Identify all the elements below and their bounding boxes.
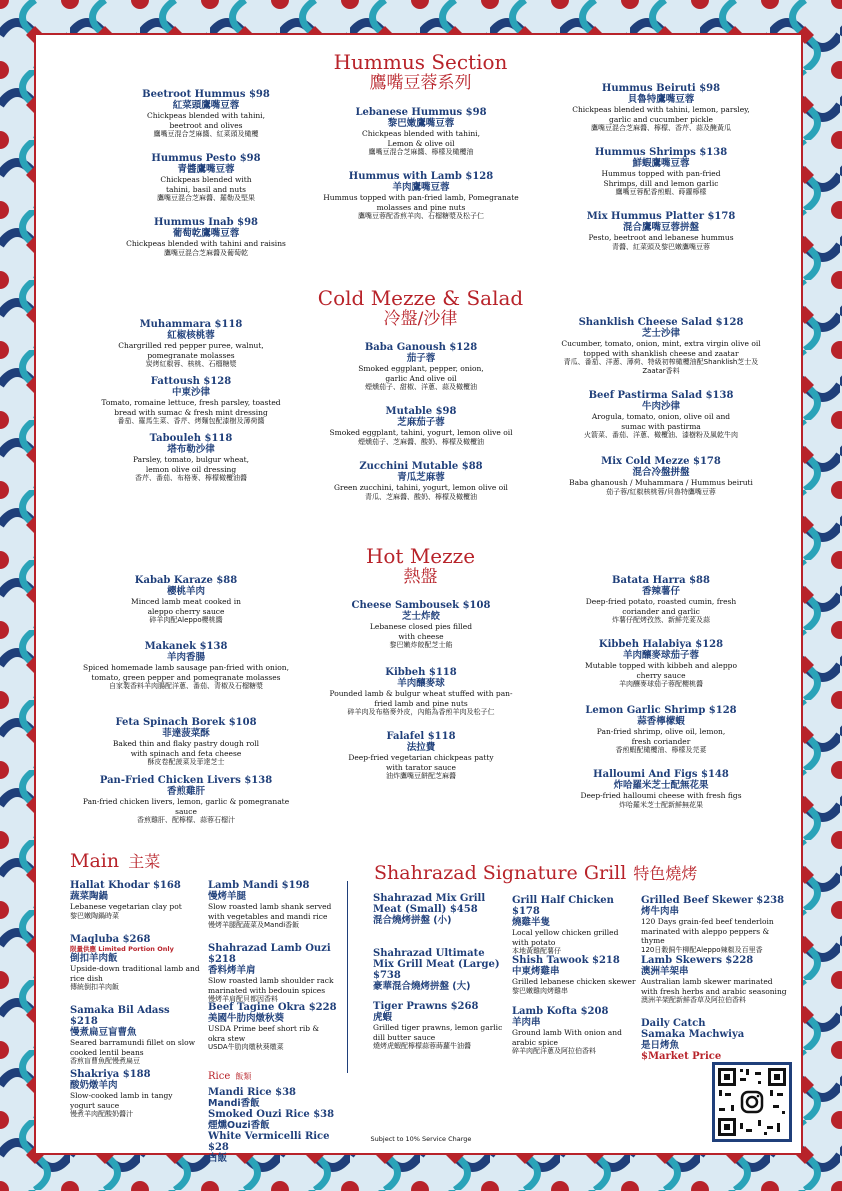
item-price: $Market Price <box>641 1051 722 1062</box>
item-cn: 貝魯特鷹嘴豆蓉 <box>627 94 695 105</box>
item-name: Hummus with Lamb $128 <box>348 171 494 182</box>
item-desc: Smoked eggplant, pepper, onion, garlic And olive oil <box>358 364 484 383</box>
item-desc: Local yellow chicken grilled with potato <box>512 928 619 947</box>
item-name: Zucchini Mutable $88 <box>359 461 483 472</box>
menu-item <box>373 948 503 992</box>
item-cn: 煙燻Ouzi香飯 <box>208 1120 270 1131</box>
item-desc: Chickpeas blended with tahini, basil and nuts <box>160 175 252 194</box>
menu-item <box>561 769 761 810</box>
item-desc-cn: 羊肉釀麥球茄子蓉配櫻桃醬 <box>619 680 703 688</box>
item-desc-cn: 炸薯仔配烤孜然、新鮮芫荽及蒜 <box>612 616 710 624</box>
rice-title: Rice <box>208 1071 231 1082</box>
menu-item <box>566 147 756 197</box>
item-desc-cn: 火箭菜、番茄、洋蔥、橄欖油、漆樹粉及風乾牛肉 <box>584 431 738 439</box>
item-desc-cn: 香煎蝦配橄欖油、檸檬及芫荽 <box>615 746 707 754</box>
item-desc-cn: 碎羊肉及布格麥外皮，內餡為香煎羊肉及松子仁 <box>347 708 495 716</box>
item-cn: 櫻桃羊肉 <box>166 586 205 597</box>
menu-panel <box>34 33 803 1164</box>
item-desc-cn: 黎巴嫩雞肉烤雞串 <box>512 986 568 995</box>
item-cn: 芝士沙律 <box>641 328 680 339</box>
item-desc: Smoked eggplant, tahini, yogurt, lemon olive oil <box>329 428 513 437</box>
grill-header <box>374 861 697 884</box>
item-desc-cn: 黎巴嫩陶鍋時菜 <box>70 911 119 920</box>
menu-item <box>326 107 516 157</box>
item-desc: Pounded lamb & bulgur wheat stuffed with pan-fried lamb and pine nuts <box>329 689 513 708</box>
item-desc-cn: 煙燻茄子、甜椒、洋蔥、蒜及橄欖油 <box>365 383 477 391</box>
menu-item <box>571 575 751 625</box>
item-desc-cn: 煙燻茄子、芝麻醬、酸奶、檸檬及橄欖油 <box>358 437 484 446</box>
item-desc: Seared barramundi fillet on slow cooked lentil beans <box>70 1038 196 1057</box>
item-name: Falafel $118 <box>386 731 456 742</box>
item-desc-cn: 碎羊肉配洋蔥及阿拉伯香料 <box>512 1047 596 1055</box>
item-name: Beef Tagine Okra $228 <box>208 1002 337 1013</box>
item-desc: Mutable topped with kibbeh and aleppo cherry sauce <box>585 661 737 680</box>
item-cn: 黎巴嫩鷹嘴豆蓉 <box>387 118 455 129</box>
item-name: Cheese Sambousek $108 <box>351 600 491 611</box>
item-cn: 葡萄乾鷹嘴豆蓉 <box>172 228 240 239</box>
item-cn: 白飯 <box>208 1153 228 1164</box>
item-desc-cn: 鷹嘴豆混合芝麻醬、紅菜頭及橄欖 <box>153 130 259 138</box>
item-desc: Green zucchini, tahini, yogurt, lemon olive oil <box>334 483 508 492</box>
item-cn: 香辣薯仔 <box>641 586 680 597</box>
item-desc-cn: 碎羊肉配Aleppo櫻桃醬 <box>149 616 223 624</box>
item-desc: Tomato, romaine lettuce, fresh parsley, toasted bread with sumac & fresh mint dressing <box>101 398 281 417</box>
item-desc-cn: 香芹、番茄、布格麥、檸檬橄欖油醬 <box>135 474 247 482</box>
item-cn: 蔬菜陶鍋 <box>70 891 109 902</box>
item-cn: 澳洲羊架串 <box>641 966 689 977</box>
item-cn: 茄子蓉 <box>406 353 436 364</box>
item-desc: Slow roasted lamb shank served with vegetables and mandi rice <box>208 902 332 921</box>
item-name: Feta Spinach Borek $108 <box>115 717 257 728</box>
item-desc-cn: 茄子蓉/紅椒核桃蓉/貝魯特鷹嘴豆蓉 <box>606 487 716 496</box>
item-name: Grill Half Chicken $178 <box>512 895 614 917</box>
item-desc-cn: 鷹嘴豆混合芝麻醬、檸檬及橄欖油 <box>368 148 474 156</box>
item-cn: 香料烤羊肩 <box>208 965 256 976</box>
item-ltd: 限量供應 Limited Portion Only <box>70 945 174 953</box>
item-cn: 烤牛肉串 <box>641 906 680 917</box>
item-desc-cn: 酥皮卷配菠菜及菲達芝士 <box>147 758 225 766</box>
item-name: Halloumi And Figs $148 <box>593 769 729 780</box>
menu-item <box>96 433 286 483</box>
item-desc-cn: 香煎雞肝、配檸檬、蒜蓉石榴汁 <box>137 816 235 824</box>
menu-item <box>106 153 306 203</box>
item-desc: Grilled lebanese chicken skewer <box>512 977 636 986</box>
item-cn: 牛肉沙律 <box>641 401 680 412</box>
item-desc-cn: 炸哈羅米芝士配新鮮無花果 <box>619 800 703 809</box>
item-desc: Deep-fried vegetarian chickpeas patty with tarator sauce <box>348 753 494 772</box>
item-name: Baba Ganoush $128 <box>364 342 478 353</box>
item-desc: Ground lamb With onion and arabic spice <box>512 1028 622 1047</box>
item-desc: Arogula, tomato, onion, olive oil and sumac with pastirma <box>591 412 731 431</box>
column-divider <box>347 881 348 1073</box>
hummus-title-cn: 鷹嘴豆蓉系列 <box>369 73 472 93</box>
menu-item <box>566 83 756 133</box>
item-desc: Minced lamb meat cooked in aleppo cherry sauce <box>131 597 241 616</box>
item-cn: 紅椒核桃蓉 <box>167 330 215 341</box>
item-name: Kabab Karaze $88 <box>134 575 238 586</box>
menu-item <box>566 211 756 252</box>
item-name: Hummus Shrimps $138 <box>594 147 728 158</box>
item-name: Lamb Kofta $208 <box>512 1006 609 1017</box>
menu-item <box>561 456 761 497</box>
item-cn: 鮮蝦鷹嘴豆蓉 <box>632 158 690 169</box>
menu-item <box>512 1006 637 1056</box>
item-desc-cn: 青瓜、芝麻醬、酸奶、檸檬及橄欖油 <box>365 492 477 501</box>
item-desc-cn: 鷹嘴豆蓉配香煎羊肉、石榴糖漿及松子仁 <box>358 212 484 220</box>
item-cn: 法拉費 <box>406 742 436 753</box>
menu-item <box>311 461 531 502</box>
item-cn: 炸哈羅米芝士配無花果 <box>613 780 709 791</box>
menu-item <box>571 639 751 689</box>
item-cn: 羊肉串 <box>512 1017 541 1028</box>
item-name: White Vermicelli Rice $28 <box>208 1131 330 1153</box>
item-name: Hallat Khodar $168 <box>70 880 181 891</box>
item-name: Shakriya $188 <box>70 1069 151 1080</box>
main-header <box>70 849 160 872</box>
menu-item <box>76 775 296 825</box>
menu-item <box>641 955 791 1005</box>
item-cn: 菲達菠菜酥 <box>162 728 210 739</box>
item-desc-cn: 青醬、紅菜頭及黎巴嫩鷹嘴豆蓉 <box>612 242 710 251</box>
menu-item <box>106 89 306 139</box>
item-name: Shanklish Cheese Salad $128 <box>578 317 744 328</box>
menu-item <box>76 641 296 691</box>
item-cn: 香煎雞肝 <box>166 786 205 797</box>
item-name: Lemon Garlic Shrimp $128 <box>585 705 737 716</box>
menu-item <box>208 1002 338 1052</box>
menu-item <box>641 1018 751 1062</box>
item-desc: Lebanese vegetarian clay pot <box>70 902 182 911</box>
item-cn: 羊肉釀麥球 <box>397 678 445 689</box>
item-name: Tiger Prawns $268 <box>373 1001 479 1012</box>
item-desc-cn: 鷹嘴豆混合芝麻醬、羅勒及堅果 <box>157 194 255 202</box>
item-desc: Chargrilled red pepper puree, walnut, pomegranate molasses <box>118 341 264 360</box>
item-name: Lamb Skewers $228 <box>641 955 754 966</box>
item-name: Tabouleh $118 <box>149 433 233 444</box>
item-cn: 中東沙律 <box>171 387 210 398</box>
item-cn: 虎蝦 <box>373 1012 393 1023</box>
item-desc: Slow roasted lamb shoulder rack marinated with bedouin spices <box>208 976 334 995</box>
menu-item <box>70 1005 200 1066</box>
item-cn: 混合鷹嘴豆蓉拼盤 <box>622 222 699 233</box>
item-desc: Slow-cooked lamb in tangy yogurt sauce <box>70 1091 173 1110</box>
item-desc-cn: 鷹嘴豆混合芝麻醬及葡萄乾 <box>164 248 248 257</box>
menu-item <box>70 934 200 992</box>
item-desc: Chickpeas blended with tahini and raisins <box>126 239 286 248</box>
item-desc: Pan-fried shrimp, olive oil, lemon, fresh coriander <box>596 727 726 746</box>
item-cn: 混合冷盤拼盤 <box>632 467 690 478</box>
item-desc-cn: 慢烤羊腿配蔬菜及Mandi香飯 <box>208 921 300 929</box>
item-desc: Pan-fried chicken livers, lemon, garlic & pomegranate sauce <box>82 797 290 816</box>
item-desc-cn: 120日穀飼牛柳配Aleppo辣椒及百里香 <box>641 945 763 954</box>
service-charge-note: Subject to 10% Service Charge <box>370 1135 472 1143</box>
rice-title-cn: 飯類 <box>235 1072 252 1081</box>
item-cn: 塔布勒沙律 <box>167 444 215 455</box>
item-desc-cn: 青瓜、番茄、洋蔥、薄荷、特級初榨橄欖油配Shanklish芝士及Zaatar香料 <box>563 358 759 375</box>
item-desc: Baked thin and flaky pastry dough roll with spinach and feta cheese <box>112 739 260 758</box>
item-name: Shahrazad Lamb Ouzi $218 <box>208 943 331 965</box>
item-name: Hummus Beiruti $98 <box>601 83 721 94</box>
instagram-icon <box>739 1089 765 1115</box>
item-desc-cn: USDA牛肋肉燉秋葵燉菜 <box>208 1043 284 1051</box>
item-desc: Spiced homemade lamb sausage pan-fried with onion, tomato, green pepper and pomegranate molasses <box>82 663 290 682</box>
item-name: Kibbeh Halabiya $128 <box>598 639 724 650</box>
main-title: Main <box>70 850 120 872</box>
menu-item <box>96 319 286 369</box>
item-desc-cn: 燒烤虎蝦配檸檬蒜蓉蒔蘿牛油醬 <box>373 1042 471 1050</box>
item-desc-cn: 慢烤羊肩配貝都因香料 <box>208 995 278 1003</box>
item-desc-cn: 油炸鷹嘴豆餅配芝麻醬 <box>386 772 456 780</box>
item-desc-cn: 香煎盲曹魚配慢煮扁豆 <box>70 1057 140 1065</box>
menu-item <box>86 717 286 767</box>
item-name: Mix Hummus Platter $178 <box>586 211 736 222</box>
item-desc: 120 Days grain-fed beef tenderloin marinated with aleppo peppers & thyme <box>641 917 774 945</box>
item-cn: Mandi香飯 <box>208 1098 260 1109</box>
item-desc-cn: 本地黃雞配薯仔 <box>512 947 561 955</box>
item-desc: Deep-fried halloumi cheese with fresh figs <box>580 791 742 800</box>
item-name: Smoked Ouzi Rice $38 <box>208 1109 335 1120</box>
item-name: Mutable $98 <box>385 406 457 417</box>
item-name: Samaka Bil Adass $218 <box>70 1005 170 1027</box>
item-name: Makanek $138 <box>144 641 228 652</box>
menu-item <box>70 1069 190 1119</box>
item-cn: 蒜香檸檬蝦 <box>637 716 685 727</box>
item-name: Mix Cold Mezze $178 <box>601 456 721 467</box>
qr-code-icon[interactable] <box>712 1062 792 1142</box>
item-desc-cn: 自家製香料羊肉腸配洋蔥、番茄、青椒及石榴糖漿 <box>109 682 263 690</box>
item-cn: 豪華混合燒烤拼盤 (大) <box>373 981 471 992</box>
item-desc-cn: 慢煮羊肉配酸奶醬汁 <box>70 1110 133 1118</box>
item-desc: Parsley, tomato, bulgur wheat, lemon olive oil dressing <box>132 455 250 474</box>
item-cn: 紅菜頭鷹嘴豆蓉 <box>172 100 240 111</box>
cold-header <box>236 287 605 329</box>
item-cn: 混合燒烤拼盤 (小) <box>373 915 452 926</box>
item-cn: 芝士炸餃 <box>401 611 440 622</box>
item-cn: 中東烤雞串 <box>512 966 560 977</box>
item-name: Beetroot Hummus $98 <box>142 89 270 100</box>
item-desc: Hummus topped with pan-fried lamb, Pomegranate molasses and pine nuts <box>323 193 519 212</box>
menu-item <box>70 880 200 921</box>
menu-item <box>208 880 338 930</box>
item-desc-cn: 黎巴嫩炸餃配芝士餡 <box>389 641 453 649</box>
item-desc-cn: 鷹嘴豆蓉配香煎蝦、蒔蘿檸檬 <box>615 188 707 196</box>
item-cn: 羊肉鷹嘴豆蓉 <box>392 182 450 193</box>
menu-item <box>91 376 291 426</box>
item-desc: Baba ghanoush / Muhammara / Hummus beiruti <box>569 478 753 487</box>
item-name: Hummus Inab $98 <box>153 217 259 228</box>
menu-item <box>561 390 761 440</box>
item-desc-cn: 鷹嘴豆混合芝麻醬、檸檬、香芹、蒜及醃黃瓜 <box>591 124 731 132</box>
item-name: Daily Catch Samaka Machwiya <box>641 1018 745 1040</box>
main-title-cn: 主菜 <box>128 852 161 871</box>
menu-item <box>641 895 791 955</box>
item-cn: 是日烤魚 <box>641 1040 680 1051</box>
hot-title-cn: 熱盤 <box>403 567 438 587</box>
item-desc: Cucumber, tomato, onion, mint, extra virgin olive oil topped with shanklish cheese and zaatar <box>561 339 761 358</box>
item-name: Grilled Beef Skewer $238 <box>641 895 785 906</box>
menu-item <box>571 705 751 755</box>
menu-item <box>321 342 521 392</box>
item-desc-cn: 澳洲羊架配新鮮香草及阿拉伯香料 <box>641 996 746 1004</box>
cold-title: Cold Mezze & Salad <box>317 286 524 310</box>
item-desc-cn: 炭烤紅椒蓉、核桃、石榴糖漿 <box>145 360 237 368</box>
item-desc: Upside-down traditional lamb and rice dish <box>70 964 200 983</box>
grill-title-cn: 特色燒烤 <box>633 864 698 883</box>
item-cn: 芝麻茄子蓉 <box>397 417 445 428</box>
item-desc: Pesto, beetroot and lebanese hummus <box>588 233 734 242</box>
item-desc-cn: 傳統倒扣羊肉飯 <box>70 983 119 991</box>
menu-item <box>512 895 637 956</box>
item-name: Fattoush $128 <box>150 376 232 387</box>
menu-item <box>373 1001 503 1051</box>
menu-item <box>331 731 511 781</box>
cold-title-cn: 冷盤/沙律 <box>383 309 458 329</box>
item-name: Batata Harra $88 <box>612 575 710 586</box>
hummus-title: Hummus Section <box>333 50 508 74</box>
item-name: Shahrazad Mix Grill Meat (Small) $458 <box>373 893 486 915</box>
menu-item <box>512 955 637 996</box>
item-cn: 美國牛肋肉燉秋葵 <box>208 1013 285 1024</box>
item-cn: 倒扣羊肉飯 <box>70 953 118 964</box>
item-cn: 燒雞半隻 <box>512 917 551 928</box>
item-cn: 慢烤羊腿 <box>208 891 247 902</box>
item-name: Kibbeh $118 <box>385 667 457 678</box>
hot-title: Hot Mezze <box>365 544 476 568</box>
menu-item <box>321 171 521 221</box>
item-desc-cn: 番茄、羅馬生菜、香芹、烤麵包配漆樹及薄荷醬 <box>117 417 265 425</box>
item-desc: Grilled tiger prawns, lemon garlic dill butter sauce <box>373 1023 503 1042</box>
item-name: Lamb Mandi $198 <box>208 880 310 891</box>
hummus-header <box>236 51 605 93</box>
menu-item <box>336 600 506 650</box>
item-cn: 羊肉香腸 <box>166 652 205 663</box>
item-desc: Deep-fried potato, roasted cumin, fresh coriander and garlic <box>585 597 737 616</box>
item-name: Pan-Fried Chicken Livers $138 <box>99 775 273 786</box>
item-desc: Chickpeas blended with tahini, lemon, parsley, garlic and cucumber pickle <box>572 105 750 124</box>
menu-item <box>373 893 503 926</box>
item-cn: 青瓜芝麻蓉 <box>397 472 445 483</box>
menu-item <box>311 406 531 447</box>
item-name: Mandi Rice $38 <box>208 1087 297 1098</box>
item-name: Maqluba $268 <box>70 934 151 945</box>
item-name: Muhammara $118 <box>139 319 243 330</box>
menu-item <box>208 943 338 1004</box>
item-desc: Australian lamb skewer marinated with fresh herbs and arabic seasoning <box>641 977 787 996</box>
item-name: Lebanese Hummus $98 <box>355 107 487 118</box>
menu-item <box>321 667 521 717</box>
item-desc: Hummus topped with pan-fried Shrimps, dill and lemon garlic <box>601 169 721 188</box>
menu-item <box>86 575 286 625</box>
hot-header <box>236 545 605 587</box>
item-desc: USDA Prime beef short rib & okra stew <box>208 1024 320 1043</box>
menu-item <box>561 317 761 376</box>
item-name: Shahrazad Ultimate Mix Grill Meat (Large) $738 <box>373 948 500 981</box>
item-name: Beef Pastirma Salad $138 <box>588 390 734 401</box>
item-desc: Chickpeas blended with tahini, Lemon & olive oil <box>362 129 480 148</box>
item-cn: 酸奶燉羊肉 <box>70 1080 118 1091</box>
item-cn: 羊肉釀麥球茄子蓉 <box>622 650 699 661</box>
rice-section <box>208 1064 338 1164</box>
item-name: Shish Tawook $218 <box>512 955 620 966</box>
item-desc: Lebanese closed pies filled with cheese <box>369 622 473 641</box>
menu-item <box>96 217 316 258</box>
item-desc: Chickpeas blended with tahini, beetroot and olives <box>147 111 265 130</box>
item-cn: 慢煮扁豆盲曹魚 <box>70 1027 137 1038</box>
item-name: Hummus Pesto $98 <box>151 153 261 164</box>
grill-title: Shahrazad Signature Grill <box>374 862 627 884</box>
item-cn: 青醬鷹嘴豆蓉 <box>177 164 235 175</box>
